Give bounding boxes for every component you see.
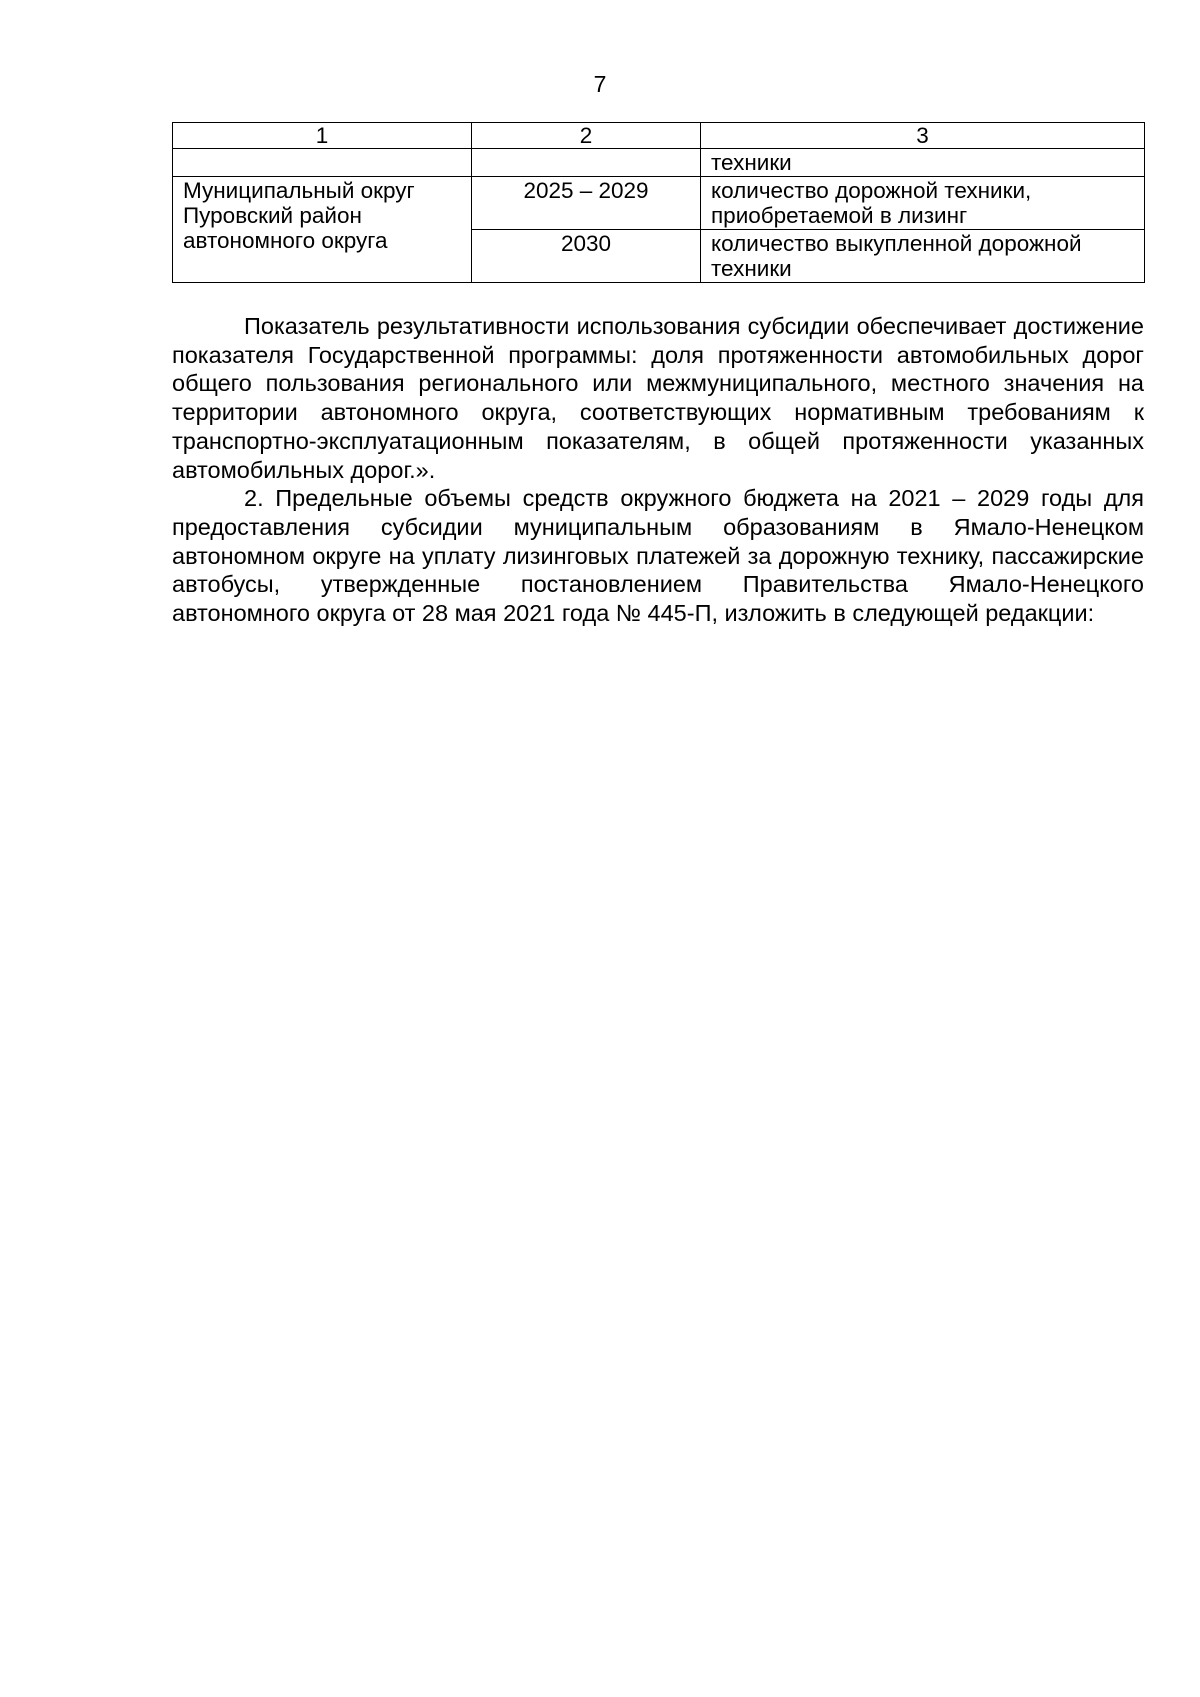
- document-body: [172, 312, 1144, 628]
- period-cell: 2025 – 2029: [472, 177, 701, 230]
- paragraph-indicator-description: Показатель результативности использования субсидии обеспечивает достижение показателя Государственной программы: доля протяженности автомобильных дорог общего пользования регионального или межмуниципального, местного значения на территории автономного округа, соответствующих нормативным требованиям к транспортно-эксплуатационным показателям, в общей протяженности указанных автомобильных дорог.».: [172, 313, 1144, 483]
- continuation-cell-2: [472, 149, 701, 177]
- indicator-line: количество выкупленной дорожной: [711, 231, 1082, 256]
- indicators-table: [172, 122, 1145, 283]
- header-cell-3: 3: [701, 123, 1145, 149]
- indicator-cell: [701, 177, 1145, 230]
- table-row: [173, 177, 1145, 230]
- indicator-line: техники: [711, 256, 792, 281]
- period-cell: 2030: [472, 230, 701, 283]
- page-number: 7: [593, 71, 607, 97]
- municipality-cell: [173, 177, 472, 283]
- table-header-row: [173, 123, 1145, 149]
- paragraph-budget-limits: 2. Предельные объемы средств окружного бюджета на 2021 – 2029 годы для предоставления субсидии муниципальным образованиям в Ямало-Ненецком автономном округе на уплату лизинговых платежей за дорожную технику, пассажирские автобусы, утвержденные постановлением Правительства Ямало-Ненецкого автономного округа от 28 мая 2021 года № 445-П, изложить в следующей редакции:: [172, 485, 1144, 627]
- indicator-line: количество дорожной техники,: [711, 178, 1032, 203]
- continuation-cell-3: техники: [701, 149, 1145, 177]
- indicator-line: приобретаемой в лизинг: [711, 203, 968, 228]
- municipality-line: Пуровский район: [183, 203, 362, 228]
- continuation-cell-1: [173, 149, 472, 177]
- municipality-line: автономного округа: [183, 228, 388, 253]
- header-cell-1: 1: [173, 123, 472, 149]
- table-row-continuation: [173, 149, 1145, 177]
- header-cell-2: 2: [472, 123, 701, 149]
- municipality-line: Муниципальный округ: [183, 178, 415, 203]
- indicator-cell: [701, 230, 1145, 283]
